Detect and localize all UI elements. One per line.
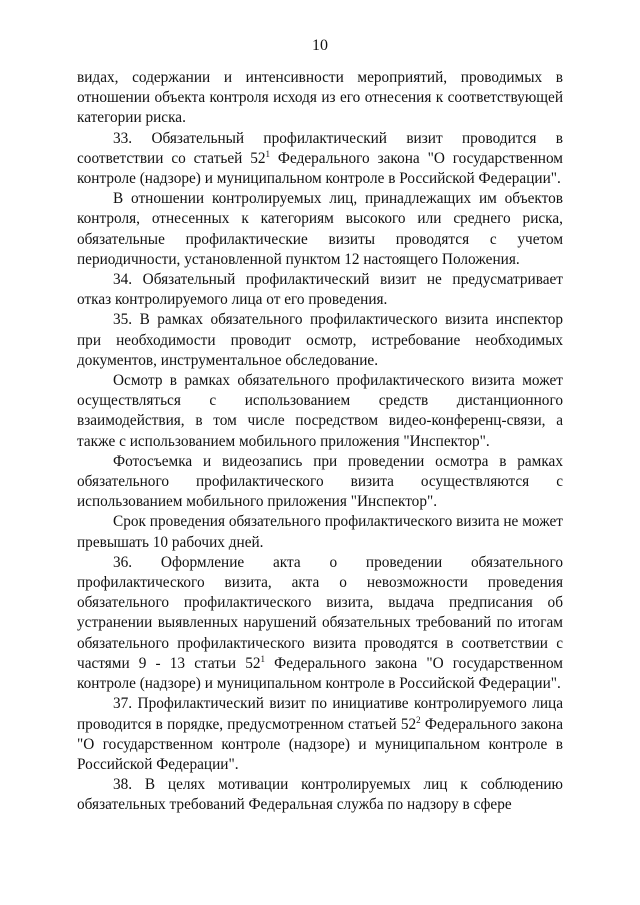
paragraph-38: 38. В целях мотивации контролируемых лиц к соблюдению обязательных требований Федеральная служба по надзору в сфере	[77, 776, 563, 814]
page-number: 10	[312, 37, 328, 54]
paragraph-37-text-end: Федерального закона "О государственном контроле (надзоре) и муниципальном контроле в Российской Федерации".	[77, 715, 563, 773]
paragraph-35-part-4: Срок проведения обязательного профилактического визита не может превышать 10 рабочих дней.	[77, 513, 563, 551]
superscript-1: 1	[260, 653, 266, 664]
paragraph-36-text-end: Федерального закона "О государственном контроле (надзоре) и муниципальном контроле в Российской Федерации".	[77, 654, 563, 693]
paragraph-37	[77, 694, 563, 775]
paragraph-35-part-2: Осмотр в рамках обязательного профилактического визита может осуществляться с использованием средств дистанционного взаимодействия, в том числе посредством видео-конференц-связи, а также с использованием мобильного приложения "Инспектор".	[77, 372, 563, 450]
paragraph-33	[77, 129, 563, 190]
document-body	[77, 68, 563, 816]
superscript-2: 2	[416, 714, 421, 725]
paragraph-34: 34. Обязательный профилактический визит не предусматривает отказ контролируемого лица от его проведения.	[77, 271, 563, 309]
paragraph-33-text-start: 33. Обязательный профилактический визит проводится в соответствии со статьей 52	[77, 129, 563, 167]
paragraph-33-text-end: Федерального закона "О государственном контроле (надзоре) и муниципальном контроле в Российской Федерации".	[77, 149, 563, 188]
paragraph-35-part-3: Фотосъемка и видеозапись при проведении осмотра в рамках обязательного профилактического визита осуществляются с использованием мобильного приложения "Инспектор".	[77, 452, 563, 511]
paragraph-36-text-start: 36. Оформление акта о проведении обязательного профилактического визита, акта о невозможности проведения обязательного профилактического визита, выдача предписания об устранении выявленных нарушений обязательных требований по итогам обязательного профилактического визита проводятся в соответствии с частями 9 - 13 статьи 52	[77, 553, 563, 672]
paragraph-continuation: видах, содержании и интенсивности мероприятий, проводимых в отношении объекта контроля исходя из его отнесения к соответствующей категории риска.	[77, 69, 563, 127]
paragraph-33-part-2: В отношении контролируемых лиц, принадлежащих им объектов контроля, отнесенных к категориям высокого или среднего риска, обязательные профилактические визиты проводятся с учетом периодичности, установленной пунктом 12 настоящего Положения.	[77, 190, 563, 268]
paragraph-36	[77, 553, 563, 694]
paragraph-35: 35. В рамках обязательного профилактического визита инспектор при необходимости проводит осмотр, истребование необходимых документов, инструментальное обследование.	[77, 311, 563, 369]
paragraph-37-text-start: 37. Профилактический визит по инициативе контролируемого лица проводится в порядке, предусмотренном статьей 52	[77, 695, 563, 733]
superscript-1: 1	[265, 148, 271, 159]
